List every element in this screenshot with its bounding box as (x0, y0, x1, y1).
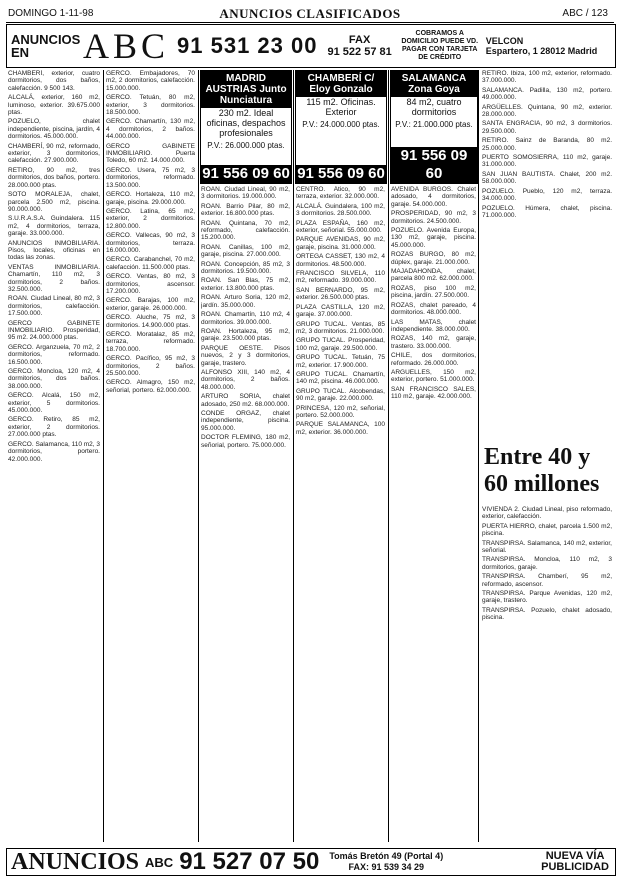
classified-ad: DOCTOR FLEMING, 180 m2, señorial, portero. 75.000.000. (201, 434, 290, 449)
classified-ad: GRUPO TUCAL. Tetuán, 75 m2, exterior. 17.900.000. (296, 354, 385, 369)
footer-address: Tomás Bretón 49 (Portal 4) FAX: 91 539 34 29 (329, 851, 444, 872)
classified-ad: ALFONSO XIII, 140 m2, 4 dormitorios, 2 baños. 48.000.000. (201, 368, 290, 391)
classified-ad: ARGUELLES, 150 m2, exterior, portero. 51.000.000. (391, 368, 476, 384)
banner-abc-logo: ABC (83, 26, 170, 66)
box-price: P.V.: 24.000.000 ptas. (302, 120, 380, 129)
box-phone: 91 556 09 60 (391, 147, 477, 183)
classified-ad: GERCO. Almagro, 150 m2, señorial, portero. 62.000.000. (106, 379, 195, 394)
classified-ad: GERCO. Alcalá, 150 m2, exterior, 5 dormitorios. 45.000.000. (8, 392, 100, 415)
classified-ad: GERCO. Pacífico, 95 m2, 3 dormitorios, 2 baños. 25.500.000. (106, 355, 195, 378)
classified-ad: RETIRO. Sainz de Baranda, 80 m2. 25.000.000. (482, 137, 612, 152)
classified-ad: MAJADAHONDA, chalet, parcela 800 m2. 62.000.000. (391, 268, 476, 283)
ad-column-5 (391, 186, 476, 842)
classified-ad: POZUELO. Pueblo, 120 m2, terraza. 34.000.000. (482, 187, 612, 203)
column-divider (198, 70, 199, 842)
column-divider (103, 70, 104, 842)
box-title: SALAMANCA Zona Goya (391, 71, 477, 97)
classified-ad: SAN BERNARDO, 95 m2, exterior. 26.500.000 ptas. (296, 286, 385, 302)
classified-ad: GERCO. Carabanchel, 70 m2, calefacción. 11.500.000 ptas. (106, 256, 195, 271)
classified-ad: ROAN. Ciudad Lineal, 80 m2, 3 dormitorios, calefacción. 17.500.000. (8, 295, 100, 318)
classified-ad: ROAN. Chamartín, 110 m2, 4 dormitorios. 39.000.000. (201, 311, 290, 326)
ad-column-1 (8, 70, 100, 842)
classified-ad: VIVIENDA 2. Ciudad Lineal, piso reformado, exterior, calefacción. (482, 506, 612, 521)
box-text: 84 m2, cuatro dormitorios (406, 97, 462, 117)
classified-ad: GERCO. Arganzuela, 70 m2, 2 dormitorios, reformado. 16.500.000. (8, 343, 100, 366)
classified-ad: TRANSPIRSA. Moncloa, 110 m2, 3 dormitorios, garaje. (482, 556, 612, 571)
top-banner (6, 24, 616, 68)
featured-box-chamberi (295, 70, 387, 184)
box-title: CHAMBERÍ C/ Eloy Gonzalo (296, 71, 386, 97)
classified-ad: CHAMBERÍ, exterior, cuatro dormitorios, dos baños, calefacción. 9 500 143. (8, 70, 100, 92)
classified-ad: PARQUE OESTE. Pisos nuevos, 2 y 3 dormitorios, garaje, trastero. (201, 344, 290, 367)
classified-ad: GERCO. Tetuán, 80 m2, exterior, 3 dormitorios. 18.500.000. (106, 94, 195, 117)
featured-box-austrias (200, 70, 292, 184)
classified-ad: ROZAS, piso 100 m2, piscina, jardín. 27.500.000. (391, 284, 476, 300)
classified-ad: ROAN. San Blas, 75 m2, exterior. 13.800.000 ptas. (201, 277, 290, 292)
classified-ad: PRINCESA, 120 m2, señorial, portero. 52.000.000. (296, 404, 385, 419)
header-title: ANUNCIOS CLASIFICADOS (219, 6, 401, 21)
box-title: MADRID AUSTRIAS Junto Nunciatura (201, 71, 291, 108)
classified-ad: TRANSPIRSA. Salamanca, 140 m2, exterior, señorial. (482, 539, 612, 555)
classified-ad: CHILE, dos dormitorios, reformado. 26.000.000. (391, 352, 476, 367)
classified-ad: VENTAS INMOBILIARIA. Chamartín, 110 m2, 3 dormitorios, 2 baños. 32.500.000. (8, 263, 100, 293)
classified-ad: ROAN. Concepción, 85 m2, 3 dormitorios. 19.500.000. (201, 260, 290, 276)
classified-ad: PLAZA CASTILLA, 120 m2, garaje. 37.000.000. (296, 303, 385, 319)
classified-ad: GERCO. Salamanca, 110 m2, 3 dormitorios, portero. 42.000.000. (8, 440, 100, 463)
classified-ad: POZUELO, chalet independiente, piscina, jardín, 4 dormitorios. 45.000.000. (8, 118, 100, 141)
ad-column-2 (106, 70, 195, 842)
classified-ad: GERCO. Retiro, 85 m2, exterior, 2 dormitorios. 27.000.000 ptas. (8, 416, 100, 439)
banner-velcon: VELCON Espartero, 1 28012 Madrid (485, 36, 598, 56)
classified-ad: GRUPO TUCAL. Chamartín, 140 m2, piscina. 46.000.000. (296, 370, 385, 386)
header-date: DOMINGO 1-11-98 (8, 8, 94, 19)
classified-ad: GERCO GABINETE INMOBILIARIO. Prosperidad, 95 m2. 24.000.000 ptas. (8, 319, 100, 342)
classified-ad: SAN JUAN BAUTISTA. Chalet, 200 m2. 58.000.000. (482, 170, 612, 186)
classified-ad: ROAN. Arturo Soria, 120 m2, jardín. 35.000.000. (201, 294, 290, 309)
box-phone: 91 556 09 60 (202, 165, 290, 182)
classified-ad: CENTRO. Ático, 90 m2, terraza, exterior. 32.000.000. (296, 186, 385, 201)
classified-ad: PARQUE SALAMANCA, 100 m2, exterior. 36.000.000. (296, 421, 385, 436)
classified-ad: RETIRO, 90 m2, tres dormitorios, dos baños, portero. 28.000.000 ptas. (8, 166, 100, 189)
ad-column-6 (482, 70, 612, 438)
column-divider (478, 70, 479, 842)
classified-ad: AVENIDA BURGOS. Chalet adosado, 4 dormitorios, garaje. 54.000.000. (391, 186, 476, 208)
classified-ad: ANUNCIOS INMOBILIARIA. Pisos, locales, oficinas en todas las zonas. (8, 239, 100, 262)
classified-ad: SANTA ENGRACIA, 90 m2, 3 dormitorios. 29.500.000. (482, 120, 612, 135)
classified-ad: GERCO. Moratalaz, 85 m2, terraza, reformado. 18.700.000. (106, 331, 195, 353)
footer-nueva-via: NUEVA VÍA PUBLICIDAD (541, 850, 609, 873)
footer-abc: ABC (145, 854, 174, 870)
classified-ad: LAS MATAS, chalet independiente. 38.000.000. (391, 318, 476, 333)
footer-banner (6, 848, 616, 876)
classified-ad: PROSPERIDAD, 90 m2, 3 dormitorios. 24.500.000. (391, 210, 476, 225)
classified-ad: TRANSPIRSA. Pozuelo, chalet adosado, piscina. (482, 606, 612, 622)
featured-box-salamanca (390, 70, 478, 184)
classified-ad: TRANSPIRSA. Chamberí, 95 m2, reformado, ascensor. (482, 573, 612, 588)
classified-ad: GERCO GABINETE INMOBILIARIO. Puerta Toledo, 60 m2. 14.000.000. (106, 142, 195, 165)
footer-anuncios: ANUNCIOS (11, 848, 140, 875)
classified-ad: ROAN. Barrio Pilar, 80 m2, exterior. 16.800.000 ptas. (201, 202, 290, 218)
classified-ad: ROAN. Ciudad Lineal, 90 m2, 3 dormitorios. 19.000.000. (201, 186, 290, 201)
box-price: P.V.: 21.000.000 ptas. (395, 120, 473, 129)
classified-ad: ARTURO SORIA, chalet adosado, 250 m2. 68.000.000. (201, 393, 290, 408)
classified-ad: S.U.R.A.S.A. Guindalera. 115 m2, 4 dormitorios, terraza, garaje. 33.000.000. (8, 215, 100, 238)
ad-column-7 (482, 506, 612, 842)
classified-ad: GERCO. Embajadores, 70 m2, 2 dormitorios, calefacción. 15.000.000. (106, 70, 195, 92)
classified-ad: GERCO. Usera, 75 m2, 3 dormitorios, reformado. 13.500.000. (106, 166, 195, 189)
classified-ad: ROAN. Canillas, 100 m2, garaje, piscina. 27.000.000. (201, 243, 290, 259)
classified-ad: GRUPO TUCAL. Prosperidad, 100 m2, garaje. 29.500.000. (296, 337, 385, 352)
classified-ad: SALAMANCA. Padilla, 130 m2, portero. 49.000.000. (482, 86, 612, 102)
banner-fax: FAX 91 522 57 81 (327, 34, 392, 58)
classified-ad: GERCO. Vallecas, 90 m2, 3 dormitorios, terraza. 16.000.000. (106, 232, 195, 254)
classified-ad: GERCO. Moncloa, 120 m2, 4 dormitorios, dos baños. 38.000.000. (8, 368, 100, 390)
banner-anuncios: ANUNCIOS EN (11, 32, 81, 60)
classified-ad: GERCO. Chamartín, 130 m2, 4 dormitorios, 2 baños. 44.000.000. (106, 118, 195, 141)
banner-note: COBRAMOS A DOMICILIO PUEDE VD. PAGAR CON TARJETA DE CRÉDITO (401, 30, 479, 61)
classified-ad: PUERTO SOMOSIERRA, 110 m2, garaje. 31.000.000. (482, 154, 612, 169)
classified-ad: GERCO. Ventas, 80 m2, 3 dormitorios, ascensor. 17.200.000. (106, 273, 195, 295)
classified-ad: CHAMBERÍ, 90 m2, reformado, exterior, 3 dormitorios, calefacción. 27.900.000. (8, 142, 100, 165)
classified-ad: ROZAS BURGO, 80 m2, dúplex, garaje. 21.000.000. (391, 251, 476, 266)
classified-ad: GRUPO TUCAL. Ventas, 85 m2, 3 dormitorios. 21.000.000. (296, 320, 385, 335)
classified-ad: GERCO. Barajas, 100 m2, exterior, garaje. 26.000.000. (106, 297, 195, 312)
box-price: P.V.: 26.000.000 ptas. (207, 141, 285, 150)
classified-ad: ROZAS, chalet pareado, 4 dormitorios. 48.000.000. (391, 301, 476, 317)
classified-ad: GERCO. Aluche, 75 m2, 3 dormitorios. 14.900.000 ptas. (106, 314, 195, 329)
box-text: 115 m2. Oficinas. Exterior (306, 97, 376, 117)
classified-ad: FRANCISCO SILVELA, 110 m2, reformado. 39.000.000. (296, 270, 385, 285)
classified-ad: ALCALÁ, exterior, 160 m2, luminoso, exterior. 39.675.000 ptas. (8, 94, 100, 117)
classified-ad: ROAN. Hortaleza, 95 m2, garaje. 23.500.000 ptas. (201, 327, 290, 343)
box-phone: 91 556 09 60 (297, 165, 385, 182)
classified-ad: PUERTA HIERRO, chalet, parcela 1.500 m2, piscina. (482, 522, 612, 538)
classified-ad: CONDE ORGAZ, chalet independiente, piscina. 95.000.000. (201, 409, 290, 432)
classified-ad: SAN FRANCISCO SALES, 110 m2, garaje. 42.000.000. (391, 385, 476, 401)
ad-column-4 (296, 186, 385, 842)
classified-ad: GERCO. Latina, 65 m2, exterior, 2 dormitorios. 12.800.000. (106, 207, 195, 230)
classified-ad: ALCALÁ. Guindalera, 100 m2, 3 dormitorios. 28.500.000. (296, 202, 385, 218)
classified-ad: TRANSPIRSA. Parque Avenidas, 120 m2, garaje, trastero. (482, 590, 612, 605)
column-divider (388, 70, 389, 842)
classified-ad: GRUPO TUCAL. Alcobendas, 90 m2, garaje. 22.000.000. (296, 387, 385, 403)
classified-ad: ROAN. Quintana, 70 m2, reformado, calefacción. 15.200.000. (201, 219, 290, 242)
ad-column-3 (201, 186, 290, 842)
classified-ad: RETIRO. Ibiza, 100 m2, exterior, reformado. 37.000.000. (482, 70, 612, 85)
classified-ad: POZUELO. Húmera, chalet, piscina. 71.000.000. (482, 204, 612, 219)
classified-ad: GERCO. Hortaleza, 110 m2, garaje, piscina. 29.000.000. (106, 191, 195, 206)
classified-ad: POZUELO. Avenida Europa, 130 m2, garaje, piscina. 45.000.000. (391, 227, 476, 249)
box-text: 230 m2. Ideal oficinas, despachos profesionales (206, 108, 286, 138)
column-divider (293, 70, 294, 842)
footer-phone: 91 527 07 50 (179, 848, 320, 875)
classified-ad: SOTO MORALEJA, chalet, parcela 2.500 m2, piscina. 90.000.000. (8, 191, 100, 213)
page-header (6, 6, 614, 23)
header-page: ABC / 123 (562, 8, 608, 19)
classified-ad: ROZAS, 140 m2, garaje, trastero. 33.000.000. (391, 335, 476, 350)
classified-ad: PARQUE AVENIDAS, 90 m2, garaje, piscina. 31.000.000. (296, 236, 385, 251)
price-range-promo: Entre 40 y 60 millones (484, 444, 600, 497)
classified-ad: ARGÜELLES. Quintana, 90 m2, exterior. 28.000.000. (482, 103, 612, 119)
classified-ad: PLAZA ESPAÑA, 160 m2, exterior, señorial. 55.000.000. (296, 219, 385, 235)
banner-phone: 91 531 23 00 (177, 33, 318, 58)
classified-ad: ORTEGA CASSET, 130 m2, 4 dormitorios. 48.500.000. (296, 253, 385, 268)
